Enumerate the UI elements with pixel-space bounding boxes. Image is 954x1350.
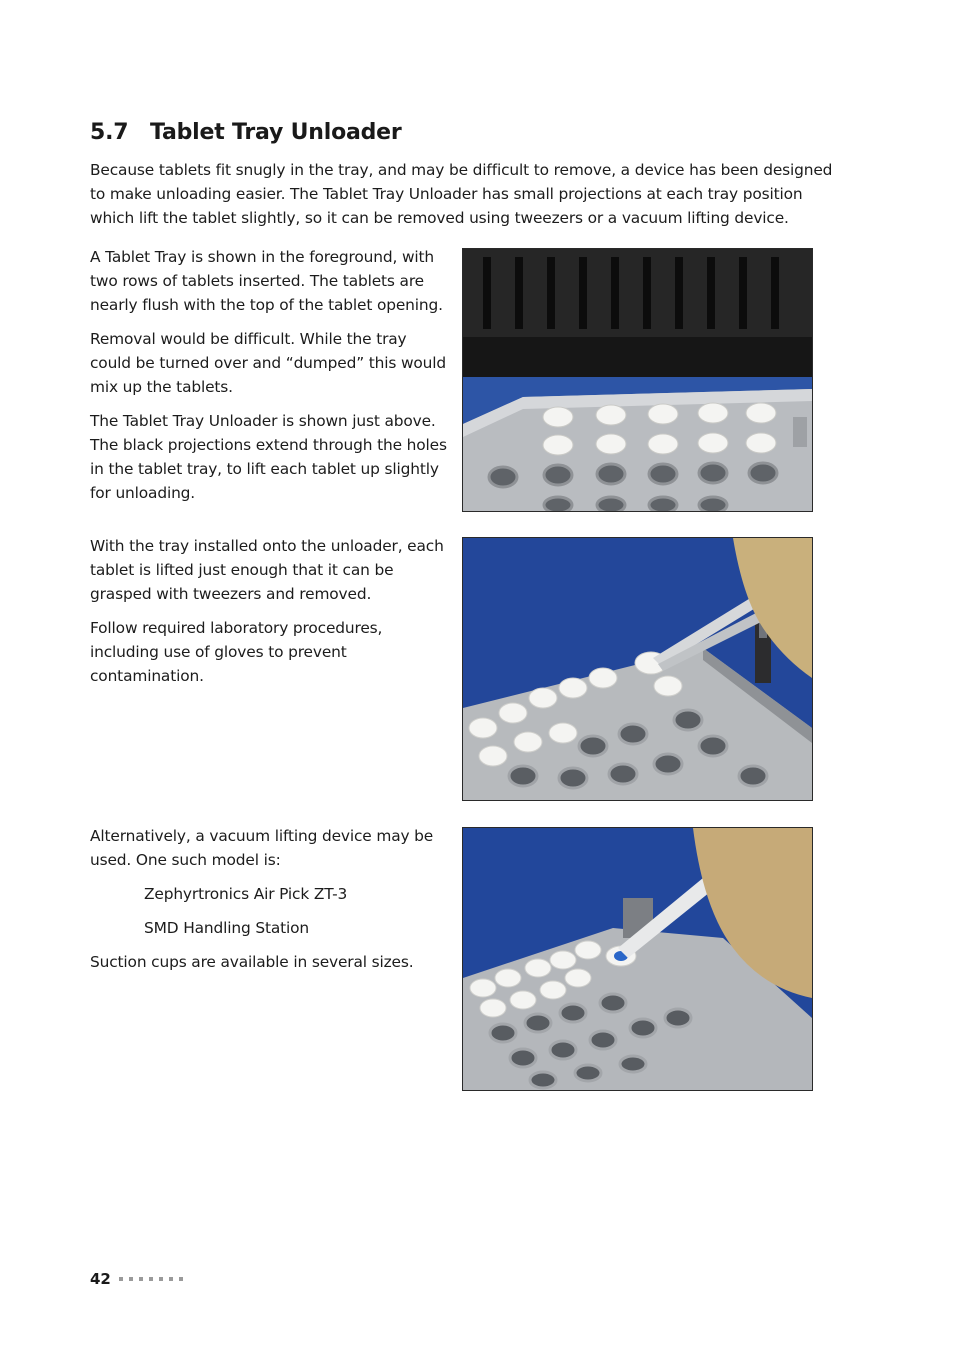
text-block-1 [90,245,452,515]
paragraph: With the tray installed onto the unloader, each tablet is lifted just enough that it can be grasped with tweezers and removed. [90,537,444,603]
paragraph: Removal would be difficult. While the tray could be turned over and “dumped” this would mix up the tablets. [90,330,447,396]
photo-tray-and-unloader [462,248,813,512]
text-block-3 [90,824,452,984]
photo-tweezers-removal [462,537,813,801]
paragraph: A Tablet Tray is shown in the foreground, with two rows of tablets inserted. The tablets are nearly flush with the top of the tablet opening. [90,248,443,314]
paragraph: Follow required laboratory procedures, including use of gloves to prevent contamination. [90,619,383,685]
text-block-2 [90,534,452,698]
section-heading [90,120,402,145]
photo-vacuum-pick [462,827,813,1091]
model-name: SMD Handling Station [144,919,310,937]
page-footer [90,1270,189,1288]
paragraph: Alternatively, a vacuum lifting device may be used. One such model is: [90,827,434,869]
paragraph: Suction cups are available in several sizes. [90,953,414,971]
section-number: 5.7 [90,120,129,145]
page-number: 42 [90,1270,111,1288]
model-name: Zephyrtronics Air Pick ZT-3 [144,885,348,903]
footer-dots [119,1277,189,1281]
intro-paragraph: Because tablets fit snugly in the tray, and may be difficult to remove, a device has been designed to make unloading easier. The Tablet Tray Unloader has small projections at each tray position which lift the tablet slightly, so it can be removed using tweezers or a vacuum lifting device. [90,161,833,227]
paragraph: The Tablet Tray Unloader is shown just above. The black projections extend through the holes in the tablet tray, to lift each tablet up slightly for unloading. [90,412,447,502]
section-title: Tablet Tray Unloader [150,120,402,145]
